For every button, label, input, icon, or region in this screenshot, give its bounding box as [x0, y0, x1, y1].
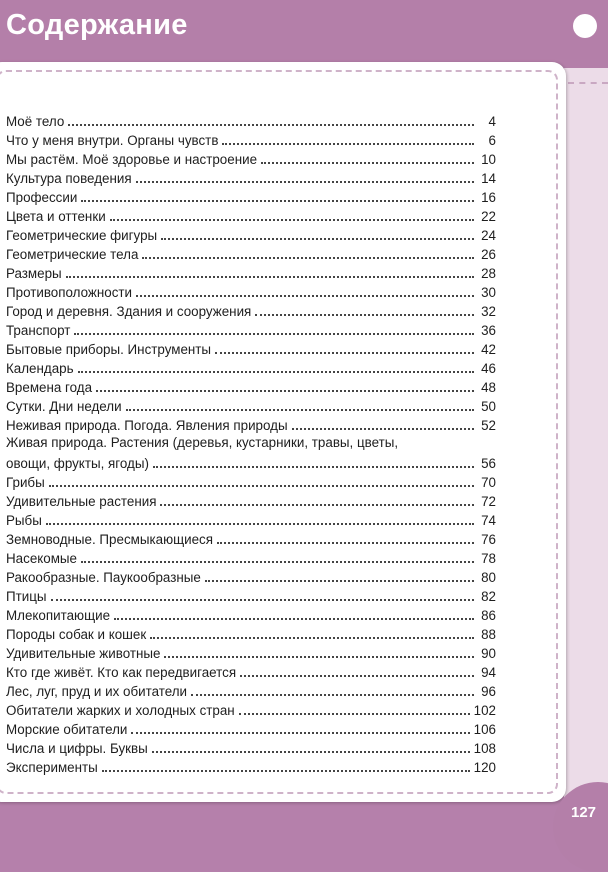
page-title: Содержание [6, 9, 188, 41]
toc-leader-dots [160, 504, 474, 506]
toc-leader-dots [152, 751, 470, 753]
toc-item-title: Календарь [6, 361, 74, 376]
toc-item-title: Рыбы [6, 513, 42, 528]
toc-item-title: Противоположности [6, 285, 133, 300]
toc-item-page: 22 [481, 209, 496, 224]
toc-item-title: Сутки. Дни недели [6, 399, 122, 414]
toc-leader-dots [292, 428, 474, 430]
table-of-contents [6, 110, 496, 775]
toc-item[interactable] [6, 528, 496, 547]
toc-item-page: 50 [481, 399, 496, 414]
toc-item-title: Времена года [6, 380, 93, 395]
toc-item-page: 76 [481, 532, 496, 547]
toc-item[interactable] [6, 224, 496, 243]
toc-item-page: 96 [481, 684, 496, 699]
toc-item[interactable] [6, 338, 496, 357]
toc-item-title: Неживая природа. Погода. Явления природы [6, 418, 288, 433]
toc-item-page: 32 [481, 304, 496, 319]
toc-item-page: 26 [481, 247, 496, 262]
toc-leader-dots [239, 713, 470, 715]
toc-leader-dots [217, 542, 474, 544]
toc-item[interactable] [6, 756, 496, 775]
toc-item-title: Числа и цифры. Буквы [6, 741, 148, 756]
toc-leader-dots [110, 219, 474, 221]
toc-item-title: Бытовые приборы. Инструменты [6, 342, 212, 357]
toc-item-title: Моё тело [6, 114, 65, 129]
toc-item[interactable] [6, 718, 496, 737]
toc-item-page: 102 [473, 703, 496, 718]
toc-item-title: Эксперименты [6, 760, 98, 775]
toc-item-title: Насекомые [6, 551, 77, 566]
toc-item-title: Кто где живёт. Кто как передвигается [6, 665, 237, 680]
toc-item-page: 14 [481, 171, 496, 186]
toc-item-title: Породы собак и кошек [6, 627, 147, 642]
toc-item-page: 28 [481, 266, 496, 281]
toc-item[interactable] [6, 300, 496, 319]
toc-item[interactable] [6, 471, 496, 490]
toc-item-title: Ракообразные. Паукообразные [6, 570, 201, 585]
toc-leader-dots [102, 770, 470, 772]
toc-leader-dots [126, 409, 474, 411]
toc-item-title: Лес, луг, пруд и их обитатели [6, 684, 188, 699]
toc-item-page: 90 [481, 646, 496, 661]
toc-leader-dots [136, 295, 474, 297]
toc-item[interactable] [6, 205, 496, 224]
toc-item-page: 36 [481, 323, 496, 338]
toc-leader-dots [142, 257, 474, 259]
toc-item-title: Что у меня внутри. Органы чувств [6, 133, 219, 148]
toc-leader-dots [191, 694, 474, 696]
toc-item-page: 30 [481, 285, 496, 300]
toc-item-line2 [6, 452, 496, 471]
toc-leader-dots [46, 523, 474, 525]
toc-item[interactable] [6, 376, 496, 395]
toc-item-page: 74 [481, 513, 496, 528]
toc-leader-dots [51, 599, 474, 601]
toc-leader-dots [153, 466, 474, 468]
toc-item[interactable] [6, 395, 496, 414]
toc-leader-dots [164, 656, 474, 658]
toc-item-title: Профессии [6, 190, 78, 205]
toc-item-title: Геометрические тела [6, 247, 139, 262]
toc-item-title: Морские обитатели [6, 722, 128, 737]
toc-item-title: Город и деревня. Здания и сооружения [6, 304, 252, 319]
toc-leader-dots [114, 618, 474, 620]
toc-item[interactable] [6, 585, 496, 604]
toc-leader-dots [49, 485, 474, 487]
toc-item-page: 82 [481, 589, 496, 604]
toc-item-page: 72 [481, 494, 496, 509]
toc-item-title: Удивительные животные [6, 646, 161, 661]
toc-item-page: 16 [481, 190, 496, 205]
toc-item[interactable] [6, 281, 496, 300]
toc-leader-dots [74, 333, 474, 335]
toc-item-page: 120 [473, 760, 496, 775]
toc-item-page: 88 [481, 627, 496, 642]
toc-item[interactable] [6, 167, 496, 186]
toc-item[interactable] [6, 604, 496, 623]
toc-item-title-line2: овощи, фрукты, ягоды) [6, 456, 149, 471]
toc-item[interactable] [6, 414, 496, 433]
toc-item-title: Удивительные растения [6, 494, 157, 509]
toc-item[interactable] [6, 262, 496, 281]
toc-leader-dots [161, 238, 474, 240]
toc-item-page: 70 [481, 475, 496, 490]
toc-item-title: Млекопитающие [6, 608, 111, 623]
toc-item-page: 24 [481, 228, 496, 243]
toc-item-page: 42 [481, 342, 496, 357]
toc-item-title: Геометрические фигуры [6, 228, 158, 243]
toc-item-page: 86 [481, 608, 496, 623]
toc-item[interactable] [6, 642, 496, 661]
toc-item[interactable] [6, 566, 496, 585]
right-side-panel [564, 68, 608, 832]
toc-item[interactable] [6, 661, 496, 680]
toc-leader-dots [136, 181, 474, 183]
toc-leader-dots [222, 143, 474, 145]
toc-leader-dots [261, 162, 474, 164]
toc-item[interactable] [6, 129, 496, 148]
toc-item[interactable] [6, 547, 496, 566]
toc-item-page: 52 [481, 418, 496, 433]
toc-leader-dots [68, 124, 474, 126]
toc-item-title: Культура поведения [6, 171, 132, 186]
toc-leader-dots [150, 637, 474, 639]
toc-item[interactable] [6, 357, 496, 376]
toc-item-title: Мы растём. Моё здоровье и настроение [6, 152, 258, 167]
toc-item-title: Земноводные. Пресмыкающиеся [6, 532, 213, 547]
toc-leader-dots [66, 276, 474, 278]
toc-leader-dots [78, 371, 474, 373]
toc-leader-dots [81, 561, 474, 563]
toc-leader-dots [205, 580, 474, 582]
toc-leader-dots [255, 314, 474, 316]
binder-hole [573, 14, 597, 38]
toc-item-page: 80 [481, 570, 496, 585]
toc-item-title: Транспорт [6, 323, 71, 338]
toc-item[interactable] [6, 509, 496, 528]
toc-item[interactable] [6, 680, 496, 699]
panel-stitch [568, 82, 608, 84]
toc-leader-dots [96, 390, 474, 392]
toc-item-page: 108 [473, 741, 496, 756]
toc-item-title: Птицы [6, 589, 47, 604]
toc-item-page: 10 [481, 152, 496, 167]
toc-item-title-line1: Живая природа. Растения (деревья, кустарники, травы, цветы, [6, 433, 496, 452]
toc-item[interactable] [6, 737, 496, 756]
toc-item-title: Обитатели жарких и холодных стран [6, 703, 235, 718]
toc-leader-dots [81, 200, 474, 202]
toc-item[interactable] [6, 433, 496, 471]
toc-item-title: Цвета и оттенки [6, 209, 106, 224]
toc-leader-dots [240, 675, 474, 677]
toc-item-page: 78 [481, 551, 496, 566]
toc-item-page: 6 [488, 133, 496, 148]
toc-item-title: Грибы [6, 475, 45, 490]
toc-item[interactable] [6, 186, 496, 205]
toc-item[interactable] [6, 243, 496, 262]
toc-item[interactable] [6, 623, 496, 642]
page-number: 127 [571, 804, 597, 821]
toc-leader-dots [215, 352, 474, 354]
toc-item-page: 48 [481, 380, 496, 395]
toc-item-page: 4 [488, 114, 496, 129]
toc-item-page: 56 [481, 456, 496, 471]
toc-item[interactable] [6, 490, 496, 509]
toc-item[interactable] [6, 148, 496, 167]
toc-item[interactable] [6, 319, 496, 338]
toc-item-title: Размеры [6, 266, 62, 281]
toc-item[interactable] [6, 699, 496, 718]
toc-item-page: 106 [473, 722, 496, 737]
toc-item-page: 94 [481, 665, 496, 680]
toc-item-page: 46 [481, 361, 496, 376]
toc-item[interactable] [6, 110, 496, 129]
toc-leader-dots [131, 732, 469, 734]
